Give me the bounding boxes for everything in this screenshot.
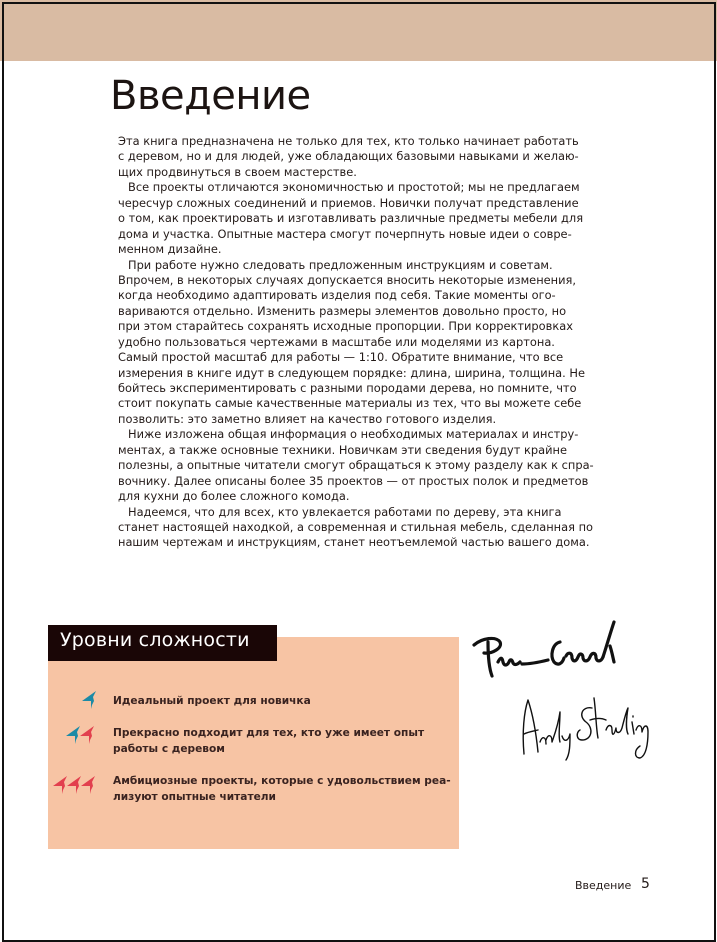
body-line: станет настоящей находкой, а современная и стильная мебель, сделанная по [118,519,593,534]
body-line: Надеемся, что для всех, кто увлекается работами по дереву, эта книга [128,504,562,519]
level-description: работы с деревом [113,743,225,755]
body-line: бойтесь экспериментировать с разными породами дерева, но помните, что [118,381,577,395]
page-title: Введение [110,73,311,119]
difficulty-levels-title: Уровни сложности [60,629,250,651]
body-line: Эта книга предназначена не только для тех, кто только начинает работать [118,134,579,148]
blue-chevron-icon [66,726,80,744]
body-line: менном дизайне. [118,242,222,257]
difficulty-levels-panel [48,637,459,849]
page-number: 5 [641,876,650,892]
body-line: когда необходимо адаптировать изделия под себя. Такие моменты ого- [118,288,556,303]
body-line: удобно пользоваться чертежами в масштабе или моделями из картона. [118,334,555,349]
body-line: вариваются отдельно. Изменить размеры элементов довольно просто, но [118,303,567,318]
body-line: чересчур сложных соединений и приемов. Новички получат представление [118,195,579,210]
difficulty-icon-level-3 [53,776,97,794]
body-line: с деревом, но и для людей, уже обладающих базовыми навыками и желаю- [118,149,579,164]
difficulty-levels-title-bar [48,625,277,661]
body-line: ментах, а также основные техники. Новичкам эти сведения будут крайне [118,442,567,457]
body-line: Ниже изложена общая информация о необходимых материалах и инстру- [128,427,579,442]
intro-body-text [118,134,594,551]
red-chevron-icon [81,776,95,794]
red-chevron-icon [67,776,81,794]
red-chevron-icon [53,776,67,794]
body-line: для кухни до более сложного комода. [118,489,350,504]
body-line: при этом старайтесь сохранять исходные пропорции. При корректировках [118,319,573,334]
body-line: При работе нужно следовать предложенным инструкциям и советам. [128,257,553,272]
signature-andy-standing [523,698,648,760]
body-line: Все проекты отличаются экономичностью и простотой; мы не предлагаем [128,180,580,195]
level-description: Прекрасно подходит для тех, кто уже имеет опыт [113,727,425,739]
level-description: Идеальный проект для новичка [113,695,311,707]
level-description: лизуют опытные читатели [113,791,276,803]
body-line: Самый простой масштаб для работы — 1:10. Обратите внимание, что все [118,350,564,365]
running-footer-section: Введение [575,879,632,892]
blue-chevron-icon [82,691,96,709]
body-line: щих продвинуться в своем мастерстве. [118,164,357,179]
level-description: Амбициозные проекты, которые с удовольствием реа- [113,775,451,787]
body-line: дома и участка. Опытные мастера смогут почерпнуть новые идеи о совре- [118,226,572,241]
signature-phil-gardner [474,622,614,676]
body-line: полезны, а опытные читатели смогут обращаться к этому разделу как к спра- [118,458,594,473]
difficulty-icon-level-2 [66,726,96,744]
header-band [0,0,717,61]
body-line: нашим чертежам и инструкциям, станет неотъемлемой частью вашего дома. [118,535,590,550]
red-chevron-icon [80,726,94,744]
body-line: вочнику. Далее описаны более 35 проектов — от простых полок и предметов [118,473,589,488]
body-line: Впрочем, в некоторых случаях допускается вносить некоторые изменения, [118,272,576,287]
body-line: измерения в книге идут в следующем порядке: длина, ширина, толщина. Не [118,365,585,380]
difficulty-icon-level-1 [82,691,98,709]
body-line: позволить: это заметно влияет на качество готового изделия. [118,411,497,426]
author-signatures [462,612,662,772]
body-line: о том, как проектировать и изготавливать различные предметы мебели для [118,211,584,226]
body-line: стоит покупать самые качественные материалы из тех, что вы можете себе [118,396,582,411]
